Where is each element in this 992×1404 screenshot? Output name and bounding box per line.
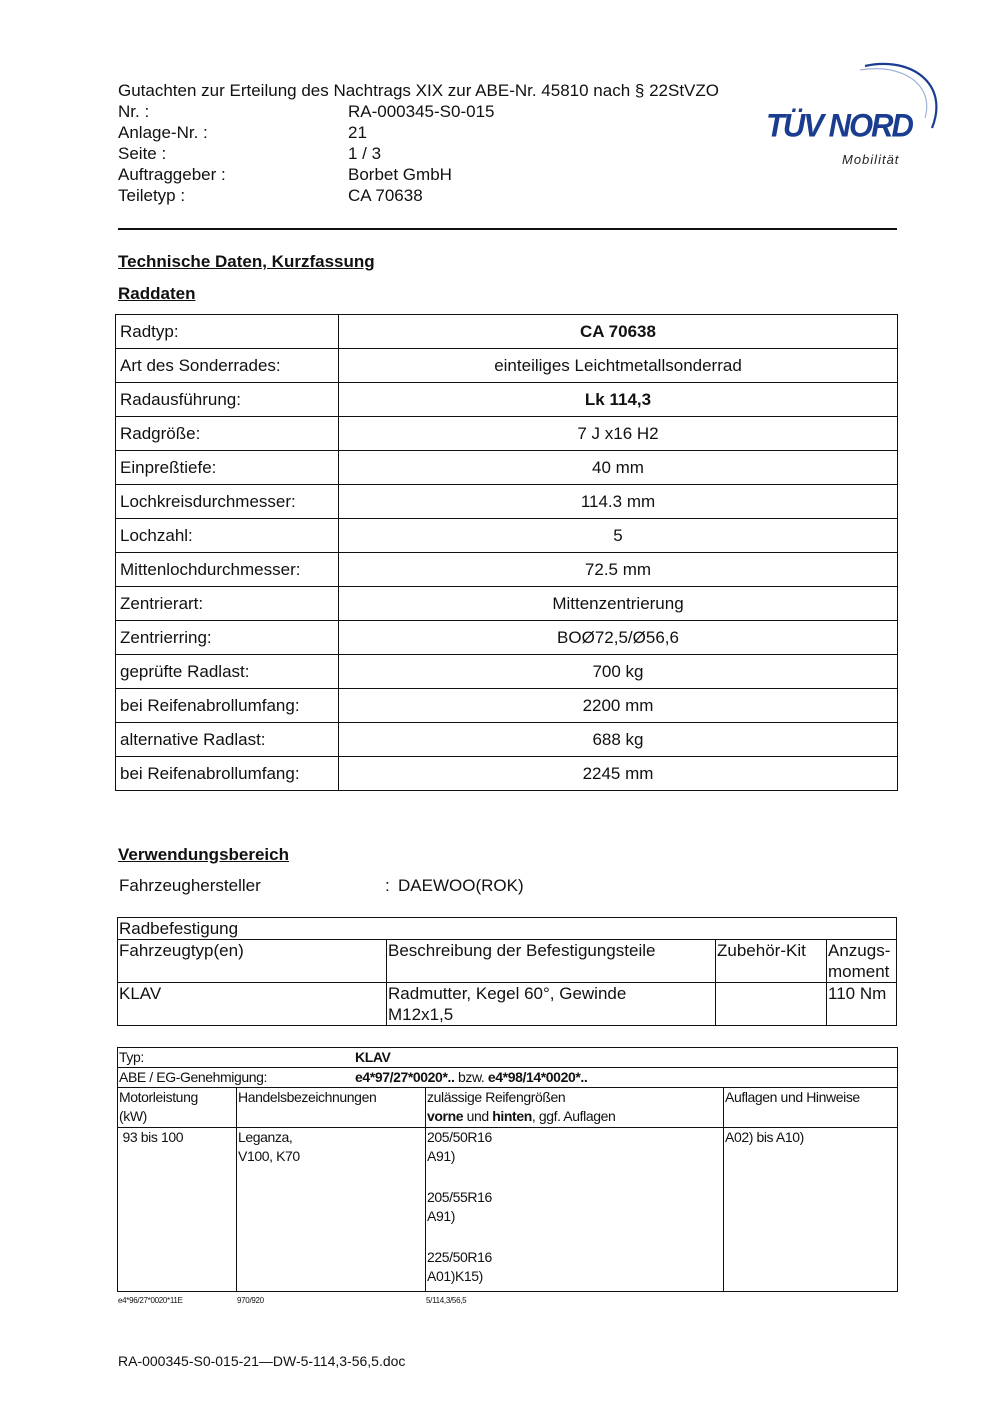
typ-row (118, 1048, 898, 1068)
radbefestigung-table (117, 917, 897, 1026)
befestigung-header-typ: Fahrzeugtyp(en) (118, 940, 387, 983)
raddaten-value: 5 (339, 519, 898, 553)
befestigung-row-desc-l2: M12x1,5 (388, 1005, 454, 1024)
raddaten-row (116, 383, 898, 417)
header-label-seite: Seite : (118, 144, 167, 163)
hersteller-separator: : (385, 876, 390, 895)
typ-row-handel-l1: Leganza, (238, 1129, 293, 1145)
raddaten-value: 700 kg (339, 655, 898, 689)
raddaten-value: 688 kg (339, 723, 898, 757)
raddaten-label: geprüfte Radlast: (116, 655, 339, 689)
raddaten-row (116, 587, 898, 621)
befestigung-header-moment-l1: Anzugs- (828, 941, 891, 960)
typ-footnote-code: 970/920 (237, 1296, 264, 1305)
hersteller-label: Fahrzeughersteller (119, 876, 261, 895)
header-value-seite: 1 / 3 (348, 144, 382, 163)
logo-sub-text: Mobilität (842, 152, 900, 167)
raddaten-row (116, 417, 898, 451)
typ-row-reifen (426, 1128, 724, 1292)
abe-number-a: e4*97/27*0020*.. (355, 1069, 455, 1085)
befestigung-header-beschreibung: Beschreibung der Befestigungsteile (387, 940, 716, 983)
typ-value: KLAV (355, 1049, 391, 1065)
tuv-nord-logo (760, 58, 945, 173)
raddaten-table (115, 314, 898, 791)
raddaten-row (116, 689, 898, 723)
befestigung-header-moment-l2: moment (828, 962, 890, 981)
raddaten-label: Art des Sonderrades: (116, 349, 339, 383)
raddaten-label: Zentrierring: (116, 621, 339, 655)
raddaten-row (116, 621, 898, 655)
header-label-nr: Nr. : (118, 102, 150, 121)
befestigung-row-typ: KLAV (118, 983, 387, 1026)
header-value-nr: RA-000345-S0-015 (348, 102, 495, 121)
abe-values (355, 1068, 587, 1087)
typ-label: Typ: (119, 1049, 144, 1065)
raddaten-value: 2200 mm (339, 689, 898, 723)
raddaten-row (116, 315, 898, 349)
raddaten-value: Mittenzentrierung (339, 587, 898, 621)
typ-header-und: und (463, 1108, 493, 1124)
raddaten-label: Radausführung: (116, 383, 339, 417)
typ-header-auflagen-suffix: , ggf. Auflagen (531, 1108, 616, 1124)
document-title: Gutachten zur Erteilung des Nachtrags XIX zur ABE-Nr. 45810 nach § 22StVZO (118, 81, 719, 100)
raddaten-label: Lochkreisdurchmesser: (116, 485, 339, 519)
typ-table (117, 1047, 898, 1292)
typ-row-handel-l2: V100, K70 (238, 1148, 300, 1164)
raddaten-row (116, 553, 898, 587)
raddaten-label: Radtyp: (116, 315, 339, 349)
typ-header-motor-l2: (kW) (119, 1108, 147, 1124)
header-label-teiletyp: Teiletyp : (118, 186, 186, 205)
raddaten-label: Einpreßtiefe: (116, 451, 339, 485)
typ-row-auflagen: A02) bis A10) (724, 1128, 898, 1292)
raddaten-row (116, 451, 898, 485)
befestigung-row-kit (716, 983, 827, 1026)
raddaten-label: Lochzahl: (116, 519, 339, 553)
raddaten-value: 114.3 mm (339, 485, 898, 519)
befestigung-caption: Radbefestigung (118, 918, 897, 940)
tire-note-2: A91) (427, 1208, 455, 1224)
header-value-anlage: 21 (348, 123, 367, 142)
befestigung-row-desc (387, 983, 716, 1026)
logo-brand-text: TÜV NORD (766, 107, 912, 144)
raddaten-value: 7 J x16 H2 (339, 417, 898, 451)
typ-header-hinten: hinten (492, 1108, 532, 1124)
typ-footnote-lk: 5/114,3/56,5 (426, 1296, 467, 1305)
befestigung-header-kit: Zubehör-Kit (716, 940, 827, 983)
typ-row-handel (237, 1128, 426, 1292)
typ-header-motor (118, 1088, 237, 1128)
raddaten-value: 2245 mm (339, 757, 898, 791)
typ-header-reifen-l1: zulässige Reifengrößen (427, 1089, 566, 1105)
raddaten-label: Radgröße: (116, 417, 339, 451)
header-value-auftraggeber: Borbet GmbH (348, 165, 452, 184)
tire-size-2: 205/55R16 (427, 1189, 492, 1205)
raddaten-label: alternative Radlast: (116, 723, 339, 757)
raddaten-row (116, 485, 898, 519)
header-value-teiletyp: CA 70638 (348, 186, 423, 205)
raddaten-row (116, 519, 898, 553)
raddaten-label: Zentrierart: (116, 587, 339, 621)
typ-header-handel: Handelsbezeichnungen (237, 1088, 426, 1128)
tire-note-1: A91) (427, 1148, 455, 1164)
befestigung-row-moment: 110 Nm (827, 983, 897, 1026)
befestigung-row-desc-l1: Radmutter, Kegel 60°, Gewinde (388, 984, 627, 1003)
tire-size-3: 225/50R16 (427, 1249, 492, 1265)
typ-header-reifen-l2 (427, 1107, 722, 1126)
section-raddaten: Raddaten (118, 284, 196, 303)
tire-size-1: 205/50R16 (427, 1129, 492, 1145)
typ-footnote-abe: e4*96/27*0020*11E (118, 1296, 183, 1305)
raddaten-value: Lk 114,3 (339, 383, 898, 417)
abe-row (118, 1068, 898, 1088)
raddaten-row (116, 655, 898, 689)
befestigung-header-moment (827, 940, 897, 983)
raddaten-value: BOØ72,5/Ø56,6 (339, 621, 898, 655)
raddaten-label: bei Reifenabrollumfang: (116, 757, 339, 791)
tire-note-3: A01)K15) (427, 1268, 483, 1284)
raddaten-label: bei Reifenabrollumfang: (116, 689, 339, 723)
typ-row-motor: 93 bis 100 (118, 1128, 237, 1292)
raddaten-row (116, 723, 898, 757)
section-verwendungsbereich: Verwendungsbereich (118, 845, 289, 864)
typ-header-auflagen: Auflagen und Hinweise (724, 1088, 898, 1128)
typ-header-vorne: vorne (427, 1108, 464, 1124)
raddaten-value: CA 70638 (339, 315, 898, 349)
raddaten-row (116, 349, 898, 383)
header-label-anlage: Anlage-Nr. : (118, 123, 208, 142)
raddaten-value: 72.5 mm (339, 553, 898, 587)
page-footer-filename: RA-000345-S0-015-21—DW-5-114,3-56,5.doc (118, 1353, 406, 1369)
raddaten-label: Mittenlochdurchmesser: (116, 553, 339, 587)
raddaten-value: einteiliges Leichtmetallsonderrad (339, 349, 898, 383)
typ-header-reifen (426, 1088, 724, 1128)
raddaten-value: 40 mm (339, 451, 898, 485)
header-divider (118, 228, 897, 230)
header-label-auftraggeber: Auftraggeber : (118, 165, 226, 184)
typ-header-motor-l1: Motorleistung (119, 1089, 198, 1105)
raddaten-row (116, 757, 898, 791)
section-technische-daten: Technische Daten, Kurzfassung (118, 252, 375, 271)
abe-number-b: e4*98/14*0020*.. (487, 1069, 588, 1085)
hersteller-value: DAEWOO(ROK) (398, 876, 524, 895)
abe-bzw: bzw. (454, 1069, 488, 1085)
abe-label: ABE / EG-Genehmigung: (119, 1069, 268, 1085)
